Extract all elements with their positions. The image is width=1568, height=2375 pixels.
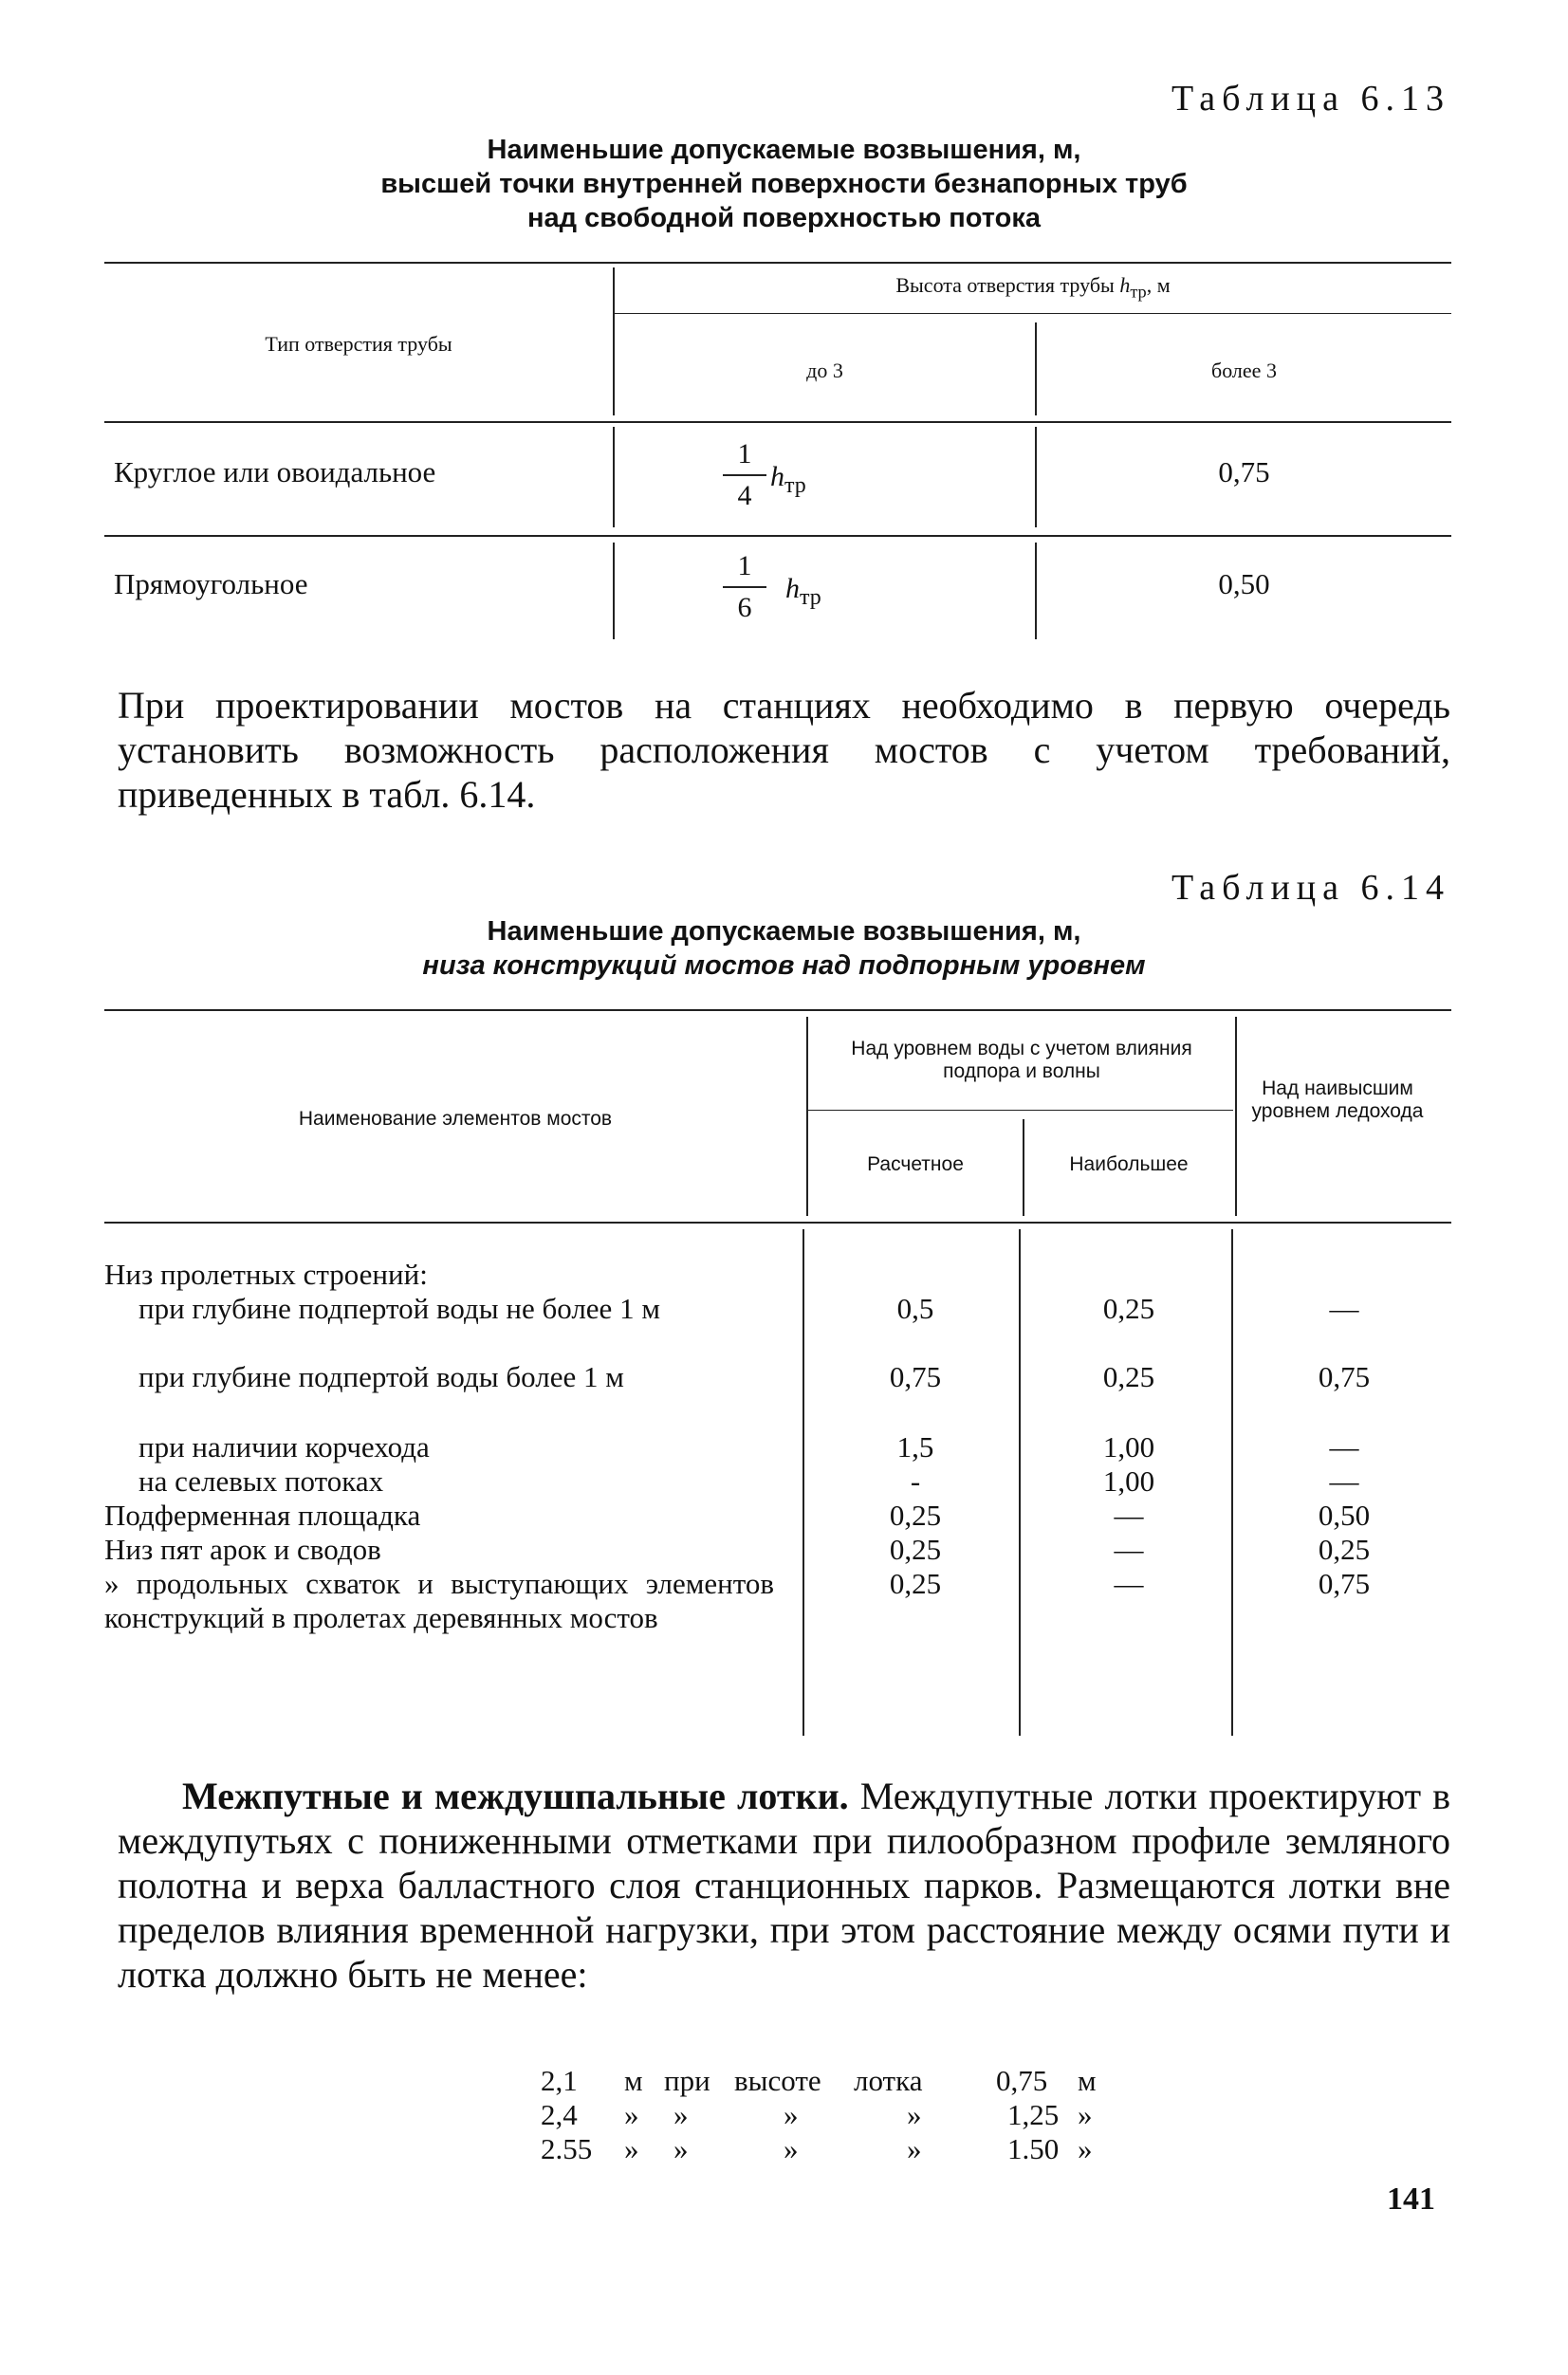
table-cell-calc: - [910, 1464, 921, 1498]
distance-text: » [673, 2098, 689, 2131]
tr-subscript: тр [800, 585, 821, 610]
table-cell-value: 0,50 [1218, 567, 1270, 600]
table-row-name: Круглое или овоидальное [114, 455, 436, 488]
table-6-13-title-line: Наименьшие допускаемые возвышения, м, [487, 135, 1081, 165]
table-6-14-title-line: Наименьшие допускаемые возвышения, м, [487, 916, 1081, 947]
table-6-13-title-line: высшей точки внутренней поверхности безнапорных труб [380, 169, 1188, 199]
table-6-14-vrule [806, 1017, 808, 1216]
table-6-14-label: Таблица 6.14 [1171, 868, 1450, 908]
table-cell-calc: 1,5 [896, 1430, 934, 1464]
distance-text: высоте [734, 2064, 821, 2097]
paragraph-body: Междупутные лотки проектируют в междупутьях с пониженными отметками при пилообразном профиле земляного полотна и верха балластного слоя станционных парков. Размещаются лотки вне пределов влияния временной нагрузки, при этом расстояние между осями пути и лотка должно быть не менее: [118, 1775, 1451, 1996]
col-header-pipe-type: Тип отверстия трубы [265, 332, 452, 356]
fraction-numerator: 1 [737, 438, 752, 469]
distance-text: » [624, 2132, 639, 2165]
table-row-name: при наличии корчехода [138, 1430, 430, 1464]
table-6-14-top-rule [104, 1009, 1451, 1011]
table-6-14-title [0, 914, 1568, 983]
tr-subscript: тр [1130, 282, 1147, 302]
table-row-name: Прямоугольное [114, 567, 308, 600]
table-row-name: » продольных схваток и выступающих элементов конструкций в пролетах деревянных мостов [104, 1567, 774, 1634]
table-row-name: при глубине подпертой воды не более 1 м [138, 1292, 660, 1325]
table-cell-max: — [1114, 1533, 1144, 1566]
distance-value: 2,1 [541, 2064, 578, 2097]
tray-height-value: 0,75 [996, 2064, 1048, 2097]
distance-text: лотка [854, 2064, 923, 2097]
col-header-calculated: Расчетное [867, 1153, 964, 1175]
distance-value: 2.55 [541, 2132, 593, 2165]
table-row-name: Низ пролетных строений: [104, 1258, 428, 1291]
distance-text: » [673, 2132, 689, 2165]
table-cell-max: 1,00 [1102, 1464, 1155, 1498]
table-6-13-top-rule [104, 262, 1451, 264]
fraction [723, 438, 766, 512]
table-6-13-header-bottom-rule [104, 421, 1451, 423]
fraction-denominator: 4 [737, 480, 752, 511]
table-row-name: Низ пят арок и сводов [104, 1533, 381, 1566]
h-tr-symbol [785, 573, 821, 611]
unit-text: , м [1146, 273, 1171, 297]
table-6-13-title [0, 133, 1568, 235]
col-header-ice-level: Над наивысшим уровнем ледохода [1251, 1077, 1424, 1122]
table-6-13-vrule [613, 543, 615, 639]
distance-text: » [624, 2098, 639, 2131]
table-6-14-title-line: низа конструкций мостов над подпорным уровнем [422, 950, 1146, 981]
page-number: 141 [1387, 2182, 1435, 2217]
distance-text: » [784, 2132, 799, 2165]
table-cell-ice: 0,50 [1318, 1499, 1371, 1532]
table-6-13-header-rule [615, 313, 1451, 314]
table-row-name: на селевых потоках [138, 1464, 384, 1498]
table-cell-calc: 0,25 [889, 1533, 942, 1566]
fraction [723, 550, 766, 624]
table-6-14-header-bottom-rule [104, 1222, 1451, 1224]
table-cell-calc: 0,25 [889, 1567, 942, 1600]
h-symbol: h [1119, 273, 1131, 297]
table-row-name: при глубине подпертой воды более 1 м [138, 1360, 624, 1393]
table-6-13-row-rule [104, 535, 1451, 537]
table-cell-ice: 0,75 [1318, 1567, 1371, 1600]
table-cell-max: 0,25 [1102, 1360, 1155, 1393]
table-cell-max: 0,25 [1102, 1292, 1155, 1325]
fraction-bar [723, 586, 766, 588]
distance-value: 2,4 [541, 2098, 578, 2131]
table-cell-ice: — [1329, 1430, 1359, 1464]
table-cell-ice: — [1329, 1464, 1359, 1498]
tray-height-value: 1.50 [1007, 2132, 1060, 2165]
col-header-upto-3: до 3 [806, 359, 843, 382]
table-cell-max: — [1114, 1567, 1144, 1600]
col-header-pipe-height-text: Высота отверстия трубы [895, 273, 1115, 297]
distance-text: при [664, 2064, 710, 2097]
table-cell-ice: 0,75 [1318, 1360, 1371, 1393]
col-header-maximum: Наибольшее [1069, 1153, 1189, 1175]
table-6-14-vrule [802, 1229, 804, 1736]
table-cell-ice: — [1329, 1292, 1359, 1325]
table-6-13-title-line: над свободной поверхностью потока [527, 203, 1041, 233]
distance-text: м [624, 2064, 643, 2097]
col-header-over-3: более 3 [1211, 359, 1277, 382]
col-header-water-level: Над уровнем воды с учетом влияния подпора и волны [851, 1038, 1192, 1082]
h-symbol: h [770, 461, 784, 492]
table-cell-ice: 0,25 [1318, 1533, 1371, 1566]
tr-subscript: тр [784, 473, 806, 498]
tray-height-unit: » [1078, 2132, 1093, 2165]
table-cell-max: — [1114, 1499, 1144, 1532]
table-cell-calc: 0,25 [889, 1499, 942, 1532]
table-6-13-vrule [613, 427, 615, 527]
table-cell-max: 1,00 [1102, 1430, 1155, 1464]
table-cell-value: 0,75 [1218, 455, 1270, 488]
fraction-bar [723, 474, 766, 476]
distance-text: » [784, 2098, 799, 2131]
paragraph-heading: Межпутные и междушпальные лотки. [182, 1775, 849, 1817]
table-6-14-header-rule [808, 1110, 1233, 1111]
fraction-numerator: 1 [737, 550, 752, 581]
col-header-pipe-height [615, 273, 1451, 302]
table-6-14-vrule [1235, 1017, 1237, 1216]
paragraph-trays [118, 1774, 1450, 1997]
distance-text: » [907, 2098, 922, 2131]
table-row-name: Подферменная площадка [104, 1499, 421, 1532]
h-tr-symbol [770, 461, 806, 499]
table-6-13-label: Таблица 6.13 [1171, 79, 1450, 119]
table-cell-calc: 0,75 [889, 1360, 942, 1393]
fraction-denominator: 6 [737, 592, 752, 623]
h-symbol: h [785, 573, 800, 604]
tray-height-unit: м [1078, 2064, 1097, 2097]
col-header-element-name: Наименование элементов мостов [298, 1108, 613, 1130]
tray-height-unit: » [1078, 2098, 1093, 2131]
paragraph-bridges: При проектировании мостов на станциях необходимо в первую очередь установить возможность расположения мостов с учетом требований, приведенных в табл. 6.14. [118, 684, 1450, 816]
distance-text: » [907, 2132, 922, 2165]
tray-height-value: 1,25 [1007, 2098, 1060, 2131]
table-cell-calc: 0,5 [896, 1292, 934, 1325]
